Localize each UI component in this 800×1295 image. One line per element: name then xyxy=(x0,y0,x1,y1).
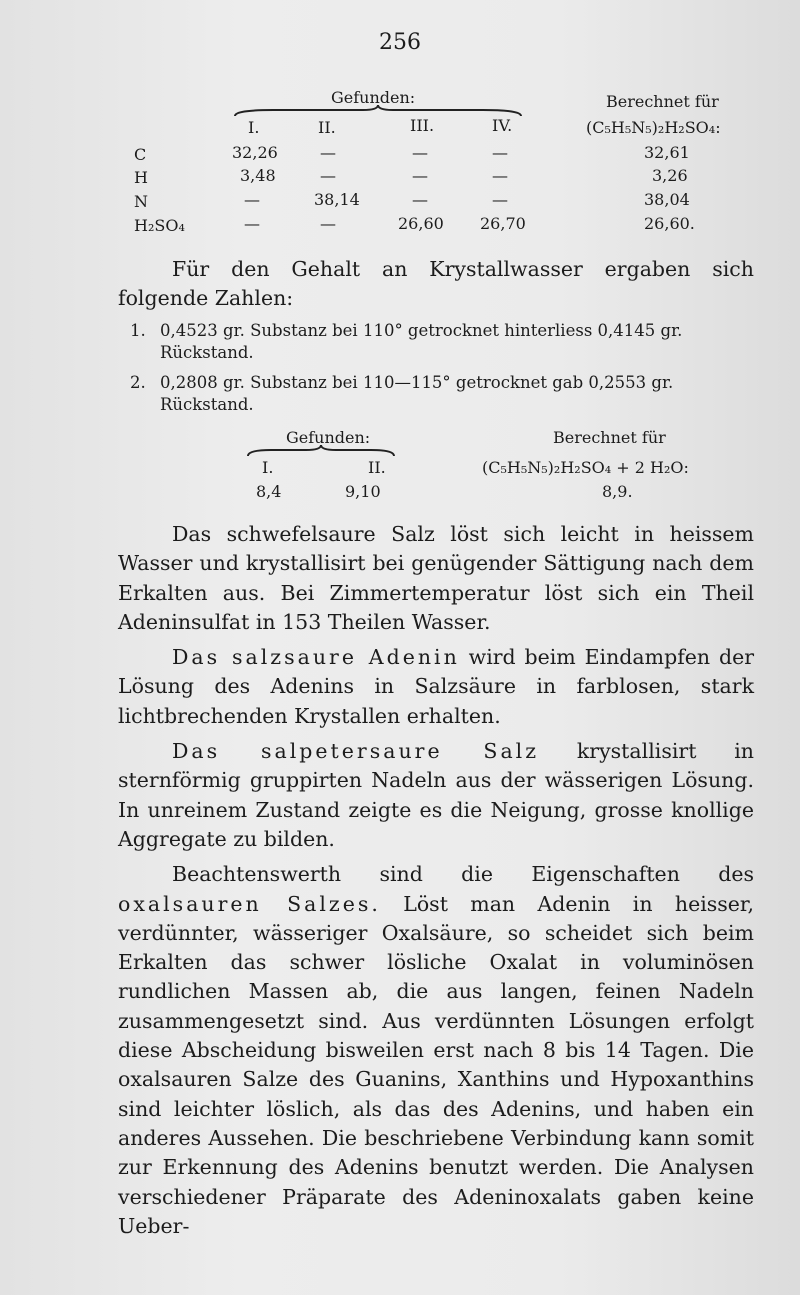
paragraph-text: Beachtenswerth sind die Eigenschaften des xyxy=(172,862,754,887)
brace-mark xyxy=(246,444,396,458)
paragraph-text: wird beim Eindampfen der Lösung des Adenins in Salzsäure in farblosen, stark lichtbrechenden Krystallen erhalten. xyxy=(118,645,754,728)
table-cell: 3,48 xyxy=(240,166,276,185)
found-header: Gefunden: xyxy=(331,88,416,107)
intro-text: Für den Gehalt an Krystallwasser ergaben sich folgende Zahlen: xyxy=(118,257,754,311)
table-cell: 26,60. xyxy=(644,214,695,233)
list-number: 2. xyxy=(130,373,146,392)
table-cell: 38,14 xyxy=(314,190,360,209)
spaced-term: oxalsauren Salzes. xyxy=(118,891,381,916)
table-cell: 8,4 xyxy=(256,482,282,501)
calc-header: Berechnet für xyxy=(553,428,666,447)
table-cell: — xyxy=(320,143,336,162)
spaced-term: Das salzsaure Adenin xyxy=(172,645,460,670)
table-cell: — xyxy=(492,143,508,162)
list-item xyxy=(130,320,756,364)
table-cell: — xyxy=(492,190,508,209)
list-number: 1. xyxy=(130,321,146,340)
calc-formula: (C₅H₅N₅)₂H₂SO₄: xyxy=(586,118,721,137)
table-cell: 32,61 xyxy=(644,143,690,162)
paragraph-hydrochloride xyxy=(118,643,754,731)
paragraph-text: Löst man Adenin in heisser, verdünnter, wässeriger Oxalsäure, so scheidet sich beim Erkalten das schwer lösliche Oxalat in voluminösen rundlichen Massen ab, die aus langen, feinen Nadeln zusammengesetzt sind. Aus verdünnten Lösungen erfolgt diese Abscheidung bisweilen erst nach 8 bis 14 Tagen. Die oxalsauren Salze des Guanins, Xanthins und Hypoxanthins sind leichter löslich, als das des Adenins, und haben ein anderes Aussehen. Die beschriebene Verbindung kann somit zur Erkennung des Adenins benutzt werden. Die Analysen verschiedener Präparate des Adeninoxalats gaben keine Ueber- xyxy=(118,891,754,1238)
row-label: C xyxy=(134,145,147,164)
table-cell: — xyxy=(320,166,336,185)
table-cell: 32,26 xyxy=(232,143,278,162)
table-cell: — xyxy=(412,143,428,162)
table-cell: 3,26 xyxy=(652,166,688,185)
list-text: 0,4523 gr. Substanz bei 110° getrocknet hinterliess 0,4145 gr. Rückstand. xyxy=(160,321,683,362)
col-header: I. xyxy=(262,458,274,477)
calc-header: Berechnet für xyxy=(606,92,719,111)
table-cell: — xyxy=(412,166,428,185)
calc-formula: (C₅H₅N₅)₂H₂SO₄ + 2 H₂O: xyxy=(482,458,689,477)
col-header: II. xyxy=(318,118,336,137)
table-cell: — xyxy=(492,166,508,185)
table-cell: 9,10 xyxy=(345,482,381,501)
spaced-term: Das salpetersaure Salz xyxy=(172,739,540,764)
table-cell: — xyxy=(244,190,260,209)
paragraph-oxalate xyxy=(118,860,754,1241)
paragraph-sulfate: Das schwefelsaure Salz löst sich leicht in heissem Wasser und krystallisirt bei genügender Sättigung nach dem Erkalten aus. Bei Zimmertemperatur löst sich ein Theil Adeninsulfat in 153 Theilen Wasser. xyxy=(118,522,754,634)
intro-paragraph xyxy=(118,255,754,314)
table-cell: — xyxy=(244,214,260,233)
table-cell: 38,04 xyxy=(644,190,690,209)
table-cell: — xyxy=(320,214,336,233)
body-text xyxy=(118,520,754,1241)
row-label: N xyxy=(134,192,148,211)
page-number: 256 xyxy=(379,30,421,55)
col-header: II. xyxy=(368,458,386,477)
table-cell: 26,70 xyxy=(480,214,526,233)
table-cell: 26,60 xyxy=(398,214,444,233)
row-label: H xyxy=(134,168,148,187)
measurement-list xyxy=(130,320,756,416)
table-cell: — xyxy=(412,190,428,209)
list-item xyxy=(130,372,756,416)
col-header: I. xyxy=(248,118,260,137)
row-label: H₂SO₄ xyxy=(134,216,185,235)
paragraph-text: krystallisirt in sternförmig gruppirten Nadeln aus der wässerigen Lösung. In unreinem Zustand zeigte es die Neigung, grosse knollige Aggregate zu bilden. xyxy=(118,739,755,851)
col-header: IV. xyxy=(492,116,513,135)
paragraph-nitrate xyxy=(118,737,754,854)
table-cell: 8,9. xyxy=(602,482,633,501)
brace-mark xyxy=(233,104,523,118)
list-text: 0,2808 gr. Substanz bei 110—115° getrocknet gab 0,2553 gr. Rückstand. xyxy=(160,373,674,414)
col-header: III. xyxy=(410,116,435,135)
found-header: Gefunden: xyxy=(286,428,371,447)
